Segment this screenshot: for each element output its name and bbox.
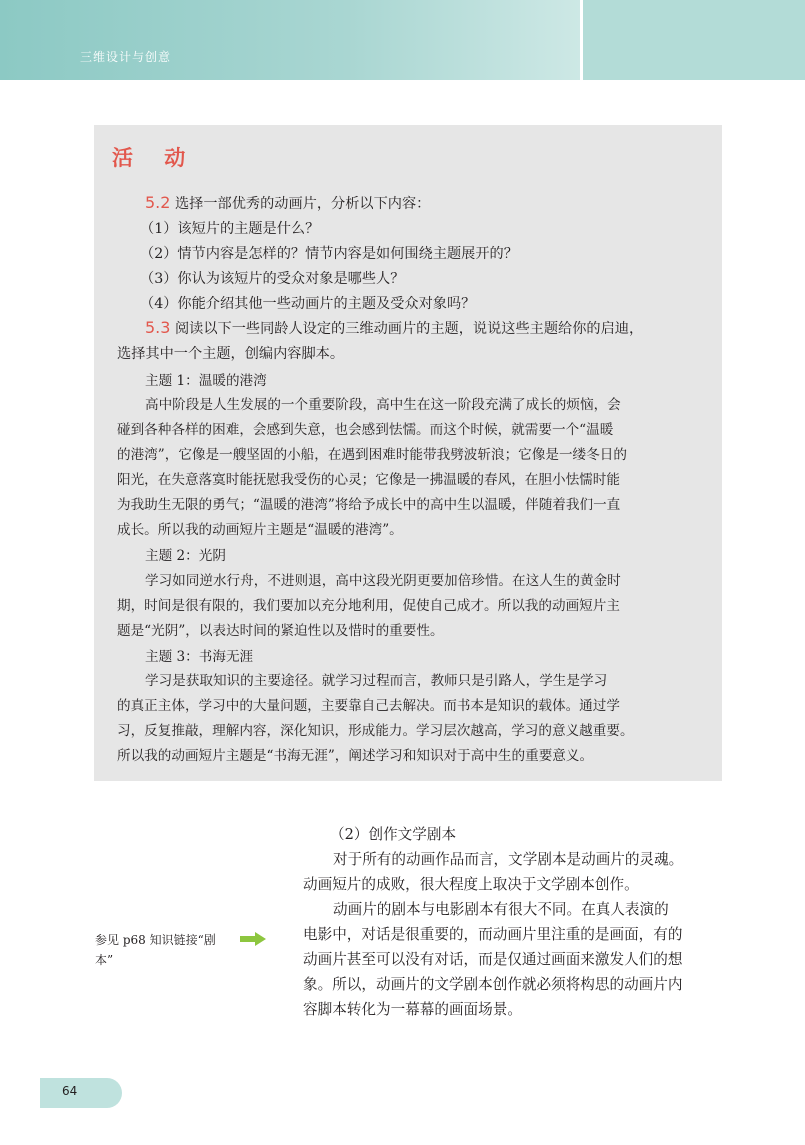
activity-title: 活 动	[112, 146, 198, 170]
theme1-line: 的港湾”，它像是一艘坚固的小船，在遇到困难时能带我劈波斩浪；它像是一缕冬日的	[117, 447, 627, 463]
theme3-line: 习，反复推敲，理解内容，深化知识，形成能力。学习层次越高，学习的意义越重要。	[117, 723, 634, 739]
theme3-heading: 主题 3：书海无涯	[145, 649, 254, 665]
sidenote	[95, 930, 245, 970]
arrow-right-icon	[240, 932, 266, 946]
theme2-heading: 主题 2：光阴	[145, 548, 226, 564]
theme3-line: 学习是获取知识的主要途径。就学习过程而言，教师只是引路人，学生是学习	[145, 673, 608, 689]
body-line: 对于所有的动画作品而言，文学剧本是动画片的灵魂。	[333, 851, 684, 868]
theme1-line: 成长。所以我的动画短片主题是“温暖的港湾”。	[117, 522, 403, 538]
theme1-heading: 主题 1：温暖的港湾	[145, 373, 267, 389]
sidenote-line: 本”	[95, 953, 114, 967]
question-number: 5.2	[145, 193, 171, 212]
theme2-line: 题是“光阴”，以表达时间的紧迫性以及惜时的重要性。	[117, 623, 444, 639]
theme1-line: 为我助生无限的勇气；“温暖的港湾”将给予成长中的高中生以温暖，伴随着我们一直	[117, 497, 621, 513]
body-line: 动画短片的成败，很大程度上取决于文学剧本创作。	[303, 876, 639, 893]
question-text-continued: 选择其中一个主题，创编内容脚本。	[117, 346, 345, 362]
header-band-right	[583, 0, 805, 80]
theme3-line: 所以我的动画短片主题是“书海无涯”，阐述学习和知识对于高中生的重要意义。	[117, 748, 594, 764]
question-text: 选择一部优秀的动画片，分析以下内容：	[174, 196, 431, 212]
body-line: 电影中，对话是很重要的，而动画片里注重的是画面，有的	[303, 926, 683, 943]
question-5-3	[145, 318, 643, 338]
q52-item: （2）情节内容是怎样的？情节内容是如何围绕主题展开的？	[140, 246, 518, 262]
page-number-tab	[40, 1078, 122, 1108]
page-number: 64	[62, 1084, 78, 1098]
sidenote-line: 参见 p68 知识链接“剧	[95, 933, 216, 947]
question-number: 5.3	[145, 318, 171, 337]
theme3-line: 的真正主体，学习中的大量问题，主要靠自己去解决。而书本是知识的载体。通过学	[117, 698, 620, 714]
question-5-2	[145, 193, 430, 213]
q52-item: （4）你能介绍其他一些动画片的主题及受众对象吗？	[140, 296, 476, 312]
q52-item: （1）该短片的主题是什么？	[140, 221, 320, 237]
theme1-line: 阳光，在失意落寞时能抚慰我受伤的心灵；它像是一拂温暖的春风，在胆小怯懦时能	[117, 472, 620, 488]
running-header-title: 三维设计与创意	[80, 50, 172, 64]
question-text: 阅读以下一些同龄人设定的三维动画片的主题，说说这些主题给你的启迪，	[174, 321, 644, 337]
theme1-line: 高中阶段是人生发展的一个重要阶段，高中生在这一阶段充满了成长的烦恼，会	[145, 397, 621, 413]
body-line: 动画片的剧本与电影剧本有很大不同。在真人表演的	[333, 901, 669, 918]
q52-item: （3）你认为该短片的受众对象是哪些人？	[140, 271, 405, 287]
body-line: 动画片甚至可以没有对话，而是仅通过画面来激发人们的想	[303, 951, 683, 968]
section-heading: （2）创作文学剧本	[330, 826, 457, 843]
theme1-line: 碰到各种各样的困难，会感到失意，也会感到怯懦。而这个时候，就需要一个“温暖	[117, 422, 614, 438]
theme2-line: 学习如同逆水行舟，不进则退，高中这段光阴更要加倍珍惜。在这人生的黄金时	[145, 573, 621, 589]
theme2-line: 期，时间是很有限的，我们要加以充分地利用，促使自己成才。所以我的动画短片主	[117, 598, 620, 614]
body-line: 象。所以，动画片的文学剧本创作就必须将构思的动画片内	[303, 976, 683, 993]
header-band	[0, 0, 580, 80]
body-line: 容脚本转化为一幕幕的画面场景。	[303, 1001, 522, 1018]
